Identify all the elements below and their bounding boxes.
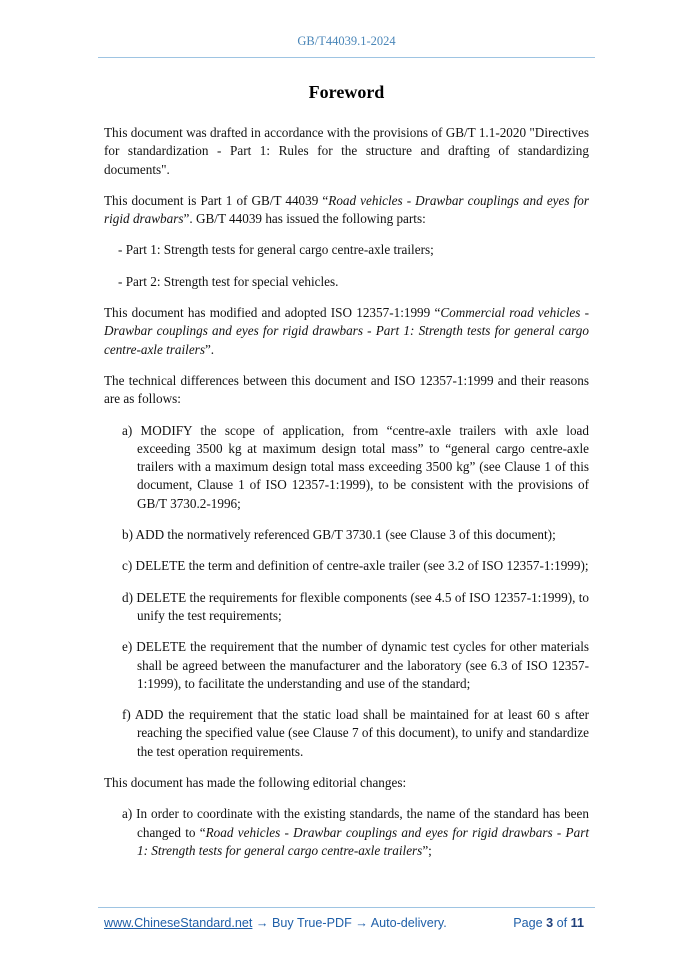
paragraph-part-of <box>104 192 589 229</box>
footer-promo-text: → Buy True-PDF → Auto-delivery. <box>252 916 447 930</box>
list-item-tech-d: d) DELETE the requirements for flexible components (see 4.5 of ISO 12357-1:1999), to unify the test requirements; <box>122 589 589 623</box>
text-run: This document has modified and adopted ISO 12357-1:1999 “ <box>104 305 441 321</box>
italic-title: Road vehicles - Drawbar couplings and eyes for rigid drawbars - Part 1: Strength tests for general cargo centre-axle trailers <box>137 824 590 858</box>
page-indicator <box>513 916 584 930</box>
header-doc-code: GB/T44039.1-2024 <box>297 34 396 48</box>
paragraph-technical-differences: The technical differences between this document and ISO 12357-1:1999 and their reasons are as follows: <box>104 372 589 407</box>
page-title: Foreword <box>308 82 385 102</box>
list-item-tech-b: b) ADD the normatively referenced GB/T 3730.1 (see Clause 3 of this document); <box>122 527 556 543</box>
list-item-tech-c: c) DELETE the term and definition of centre-axle trailer (see 3.2 of ISO 12357-1:1999); <box>122 558 589 574</box>
italic-title: Commercial road vehicles - Drawbar couplings and eyes for rigid drawbars - Part 1: Strength tests for general cargo centre-axle trailers <box>104 305 589 357</box>
list-item-tech-e: e) DELETE the requirement that the number of dynamic test cycles for other materials shall be agreed between the manufacturer and the laboratory (see 6.3 of ISO 12357-1:1999), to facilitate the understanding and use of the standard; <box>122 639 589 691</box>
paragraph-drafting: This document was drafted in accordance with the provisions of GB/T 1.1-2020 "Directives for standardization - Part 1: Rules for the structure and drafting of standardizing documents". <box>104 125 589 177</box>
paragraph-adopted <box>104 304 589 359</box>
text-run: ”. <box>204 341 215 357</box>
list-item-part1: - Part 1: Strength tests for general cargo centre-axle trailers; <box>118 242 434 258</box>
page-total: 11 <box>570 916 584 930</box>
text-run: a) In order to coordinate with the existing standards, the name of the standard has been changed to “ <box>122 806 589 840</box>
text-run: ”. GB/T 44039 has issued the following parts: <box>183 211 426 227</box>
list-item-tech-f: f) ADD the requirement that the static load shall be maintained for at least 60 s after reaching the specified value (see Clause 7 of this document), to unify and standardize the test operation requirements. <box>122 707 589 759</box>
page-label: Page <box>513 916 543 930</box>
list-item-editorial-a <box>104 805 589 860</box>
header-divider <box>98 57 595 58</box>
paragraph-editorial-changes: This document has made the following editorial changes: <box>104 775 407 791</box>
list-item-tech-a: a) MODIFY the scope of application, from “centre-axle trailers with axle load exceeding 3500 kg at maximum design total mass” to “general cargo centre-axle trailers with a maximum design total mass exceeding 3500 kg” (see Clause 1 of this document, Clause 1 of ISO 12357-1:1999), to be consistent with the provisions of GB/T 3730.2-1996; <box>122 422 589 511</box>
footer-divider <box>98 907 595 908</box>
footer-website-link[interactable]: www.ChineseStandard.net <box>104 916 253 930</box>
list-item-part2: - Part 2: Strength test for special vehicles. <box>118 273 339 289</box>
page-current: 3 <box>546 916 554 930</box>
page-of: of <box>556 916 568 930</box>
footer <box>104 916 584 930</box>
italic-title: Road vehicles - Drawbar couplings and eyes for rigid drawbars <box>104 192 589 227</box>
document-body <box>104 124 589 873</box>
text-run: This document is Part 1 of GB/T 44039 “ <box>104 192 329 208</box>
text-run: ”; <box>422 842 432 858</box>
